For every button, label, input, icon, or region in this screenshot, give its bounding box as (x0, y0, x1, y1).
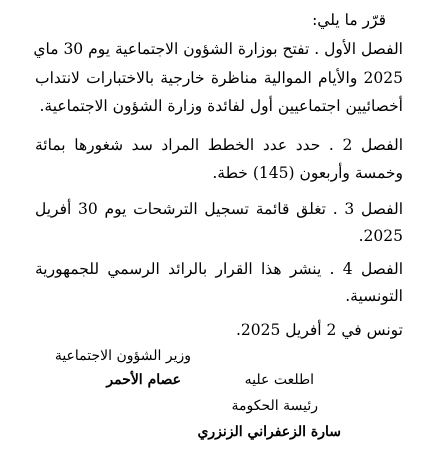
decision-intro: قرّر ما يلي: (312, 11, 386, 29)
head-of-government-title: رئيسة الحكومة (231, 398, 318, 414)
article-3-line-2: 2025. (358, 227, 403, 245)
article-2-line-2: وخمسة وأربعون (145) خطة. (212, 164, 403, 182)
seen-label: اطلعت عليه (244, 372, 314, 388)
head-of-government-name: سارة الزعفراني الزنزري (197, 424, 341, 440)
article-1-line-3: أخصائيين اجتماعيين أول لفائدة وزارة الشؤون الاجتماعية. (39, 97, 403, 115)
article-4-line-2: التونسية. (345, 287, 403, 305)
article-1-line-1: الفصل الأول . تفتح بوزارة الشؤون الاجتماعية يوم 30 ماي (33, 40, 403, 58)
date-line: تونس في 2 أفريل 2025. (235, 321, 403, 339)
article-2-line-1: الفصل 2 . حدد عدد الخطط المراد سد شغورها بمائة (35, 136, 403, 154)
article-4-line-1: الفصل 4 . ينشر هذا القرار بالرائد الرسمي للجمهورية (35, 260, 403, 278)
minister-title: وزير الشؤون الاجتماعية (54, 348, 191, 364)
minister-name: عصام الأحمر (106, 372, 181, 388)
article-3-line-1: الفصل 3 . تغلق قائمة تسجيل الترشحات يوم 30 أفريل (35, 200, 404, 218)
article-1-line-2: 2025 والأيام الموالية مناظرة خارجية بالاختبارات لانتداب (35, 69, 403, 87)
